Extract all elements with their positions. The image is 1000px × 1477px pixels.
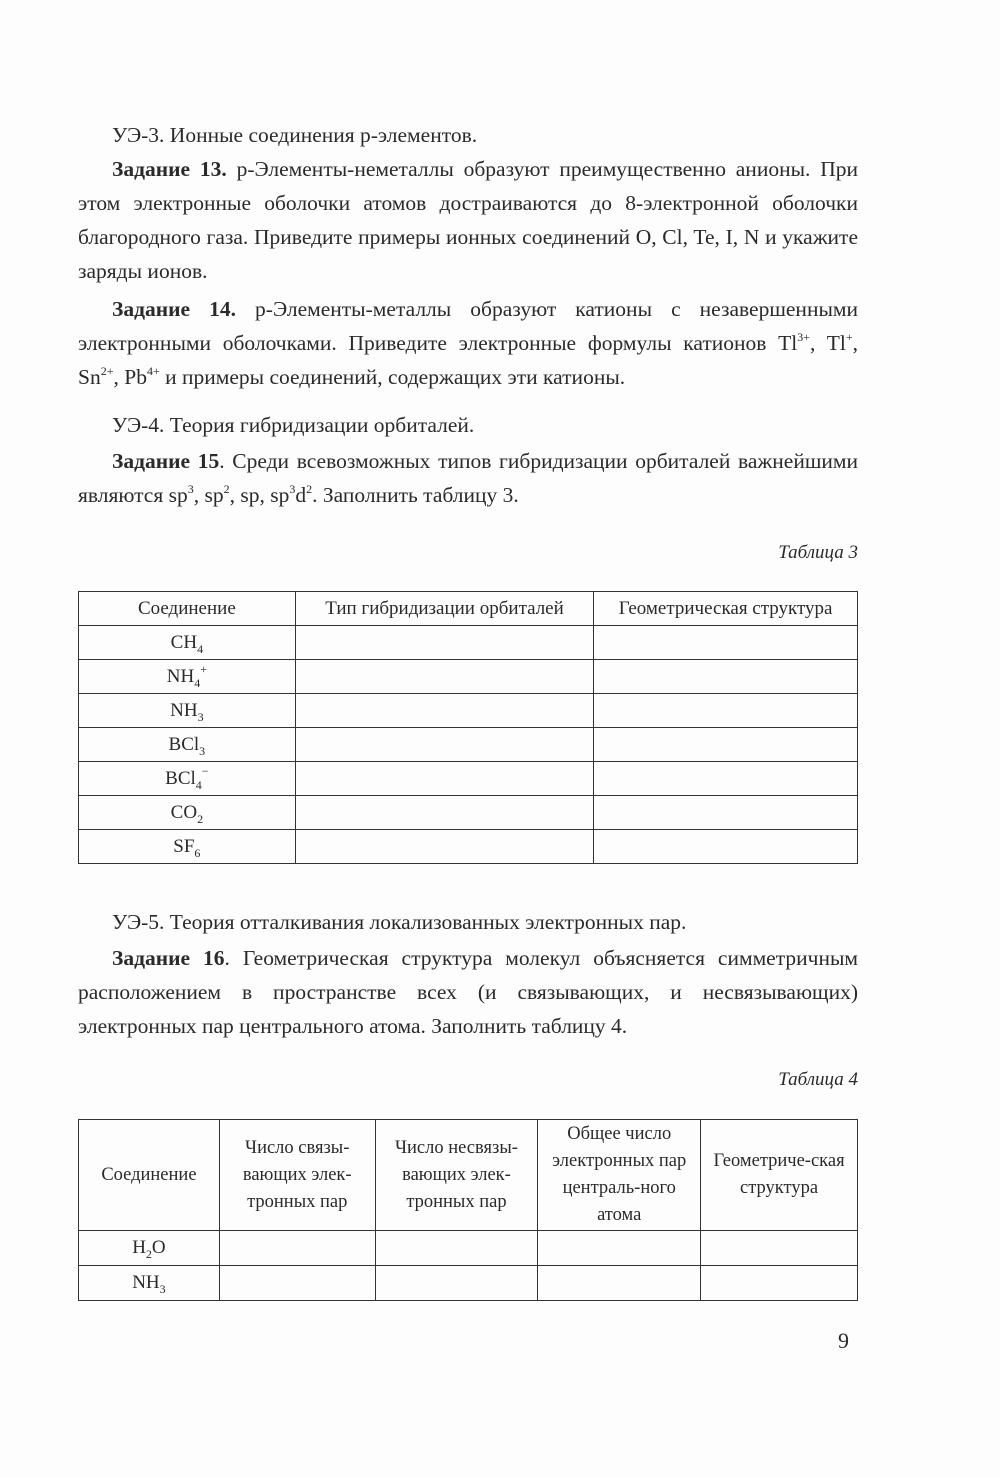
task-15-text: . Среди всевозможных типов гибридизации орбиталей важнейшими являются sp xyxy=(78,449,859,507)
table-row xyxy=(79,626,858,660)
empty-answer-cell xyxy=(538,1231,701,1266)
formula-subscript: 6 xyxy=(194,845,201,860)
empty-answer-cell xyxy=(375,1266,538,1301)
task-14-text: , Tl xyxy=(810,331,846,355)
compound-cell xyxy=(79,1231,220,1266)
formula-subscript: 4 xyxy=(197,641,204,656)
table-3-header: Тип гибридизации орбиталей xyxy=(295,592,594,626)
empty-answer-cell xyxy=(538,1266,701,1301)
formula-subscript: 3 xyxy=(197,709,204,724)
section-4 xyxy=(78,408,858,512)
formula-base: SF xyxy=(173,835,195,857)
formula-base: NH xyxy=(170,699,198,721)
empty-answer-cell xyxy=(594,728,858,762)
empty-answer-cell xyxy=(219,1266,375,1301)
section-4-heading: УЭ-4. Теория гибридизации орбиталей. xyxy=(112,413,475,437)
formula-subscript: 2 xyxy=(197,811,204,826)
table-row xyxy=(79,796,858,830)
task-14-text: и примеры соединений, содержащих эти катионы. xyxy=(159,365,626,389)
table-row xyxy=(79,660,858,694)
compound-cell xyxy=(79,796,296,830)
empty-answer-cell xyxy=(295,762,594,796)
formula-base: BCl xyxy=(165,767,196,789)
table-3 xyxy=(78,591,858,864)
section-5-heading: УЭ-5. Теория отталкивания локализованных электронных пар. xyxy=(112,910,687,934)
task-16-text: . Геометрическая структура молекул объясняется симметричным расположением в пространстве всех (и связывающих, и несвязывающих) электронных пар центрального атома. Заполнить таблицу 4. xyxy=(78,946,859,1038)
empty-answer-cell xyxy=(295,660,594,694)
task-15-paragraph xyxy=(78,444,858,512)
table-row xyxy=(79,830,858,864)
table-4-body xyxy=(79,1231,858,1301)
task-16-label: Задание 16 xyxy=(112,946,225,970)
formula-base: BCl xyxy=(168,733,200,755)
table-row xyxy=(79,694,858,728)
task-14-text: р-Элементы-металлы образуют катионы с незавершенными электронными оболочками. Приведите электронные формулы катионов Tl xyxy=(78,297,859,355)
empty-answer-cell xyxy=(594,762,858,796)
table-row xyxy=(79,1231,858,1266)
superscript: 3 xyxy=(187,482,194,496)
table-row xyxy=(79,728,858,762)
table-3-caption: Таблица 3 xyxy=(778,542,858,563)
table-4-header: Геометриче-ская структура xyxy=(701,1120,858,1231)
empty-answer-cell xyxy=(594,694,858,728)
empty-answer-cell xyxy=(701,1231,858,1266)
table-4-header: Общее число электронных пар централь-ного атома xyxy=(538,1120,701,1231)
ion-charge: 4+ xyxy=(146,364,160,378)
page-number: 9 xyxy=(838,1328,849,1353)
table-row xyxy=(79,1266,858,1301)
table-row xyxy=(79,762,858,796)
formula-subscript: 4 xyxy=(195,777,202,792)
formula-base: CO xyxy=(170,801,198,823)
compound-cell xyxy=(79,1266,220,1301)
table-4-header-row xyxy=(79,1120,858,1231)
empty-answer-cell xyxy=(219,1231,375,1266)
empty-answer-cell xyxy=(594,660,858,694)
ion-charge: 3+ xyxy=(797,330,811,344)
empty-answer-cell xyxy=(295,830,594,864)
compound-cell xyxy=(79,728,296,762)
empty-answer-cell xyxy=(594,796,858,830)
section-3-heading: УЭ-3. Ионные соединения р-элементов. xyxy=(112,123,478,147)
empty-answer-cell xyxy=(295,728,594,762)
task-15-text: , sp xyxy=(193,483,224,507)
compound-cell xyxy=(79,830,296,864)
compound-cell xyxy=(79,694,296,728)
empty-answer-cell xyxy=(295,626,594,660)
formula-base: CH xyxy=(170,631,198,653)
task-14-label: Задание 14. xyxy=(112,297,236,321)
superscript: 3 xyxy=(289,482,296,496)
table-3-header-row xyxy=(79,592,858,626)
task-13-label: Задание 13. xyxy=(112,157,227,181)
ion-charge: + xyxy=(845,330,853,344)
empty-answer-cell xyxy=(701,1266,858,1301)
task-16-paragraph xyxy=(78,941,858,1043)
empty-answer-cell xyxy=(594,626,858,660)
table-4-caption: Таблица 4 xyxy=(778,1069,858,1090)
empty-answer-cell xyxy=(375,1231,538,1266)
compound-cell xyxy=(79,660,296,694)
task-14-paragraph xyxy=(78,292,858,394)
table-4-header: Число связы-вающих элек-тронных пар xyxy=(219,1120,375,1231)
task-13-paragraph xyxy=(78,152,858,288)
formula-charge: + xyxy=(200,661,207,676)
task-14-text: , Sn xyxy=(78,331,859,389)
formula-base: H xyxy=(132,1237,146,1258)
formula-subscript: 3 xyxy=(159,1282,166,1296)
task-15-text: . Заполнить таблицу 3. xyxy=(312,483,519,507)
empty-answer-cell xyxy=(295,796,594,830)
table-3-header: Геометрическая структура xyxy=(594,592,858,626)
formula-subscript: 4 xyxy=(194,675,201,690)
superscript: 2 xyxy=(306,482,313,496)
table-3-body xyxy=(79,626,858,864)
empty-answer-cell xyxy=(594,830,858,864)
formula-rest: O xyxy=(151,1237,166,1258)
compound-cell xyxy=(79,762,296,796)
empty-answer-cell xyxy=(295,694,594,728)
section-5 xyxy=(78,905,858,1043)
formula-charge: − xyxy=(201,763,209,778)
task-15-text: , sp, sp xyxy=(229,483,290,507)
table-4-header: Соединение xyxy=(79,1120,220,1231)
section-3 xyxy=(78,118,858,394)
table-4-header: Число несвязы-вающих элек-тронных пар xyxy=(375,1120,538,1231)
table-4 xyxy=(78,1119,858,1301)
superscript: 2 xyxy=(223,482,230,496)
formula-subscript: 2 xyxy=(145,1247,152,1261)
task-14-text: , Pb xyxy=(113,365,147,389)
ion-charge: 2+ xyxy=(100,364,114,378)
formula-subscript: 3 xyxy=(199,743,206,758)
formula-base: NH xyxy=(166,665,195,687)
table-3-header: Соединение xyxy=(79,592,296,626)
task-13-text: р-Элементы-неметаллы образуют преимущественно анионы. При этом электронные оболочки атомов достраиваются до 8-электронной оболочки благородного газа. Приведите примеры ионных соединений O, Cl, Te, I, N и укажите заряды ионов. xyxy=(78,157,858,283)
compound-cell xyxy=(79,626,296,660)
task-15-text: d xyxy=(295,483,307,507)
formula-base: NH xyxy=(132,1272,160,1293)
task-15-label: Задание 15 xyxy=(112,449,220,473)
